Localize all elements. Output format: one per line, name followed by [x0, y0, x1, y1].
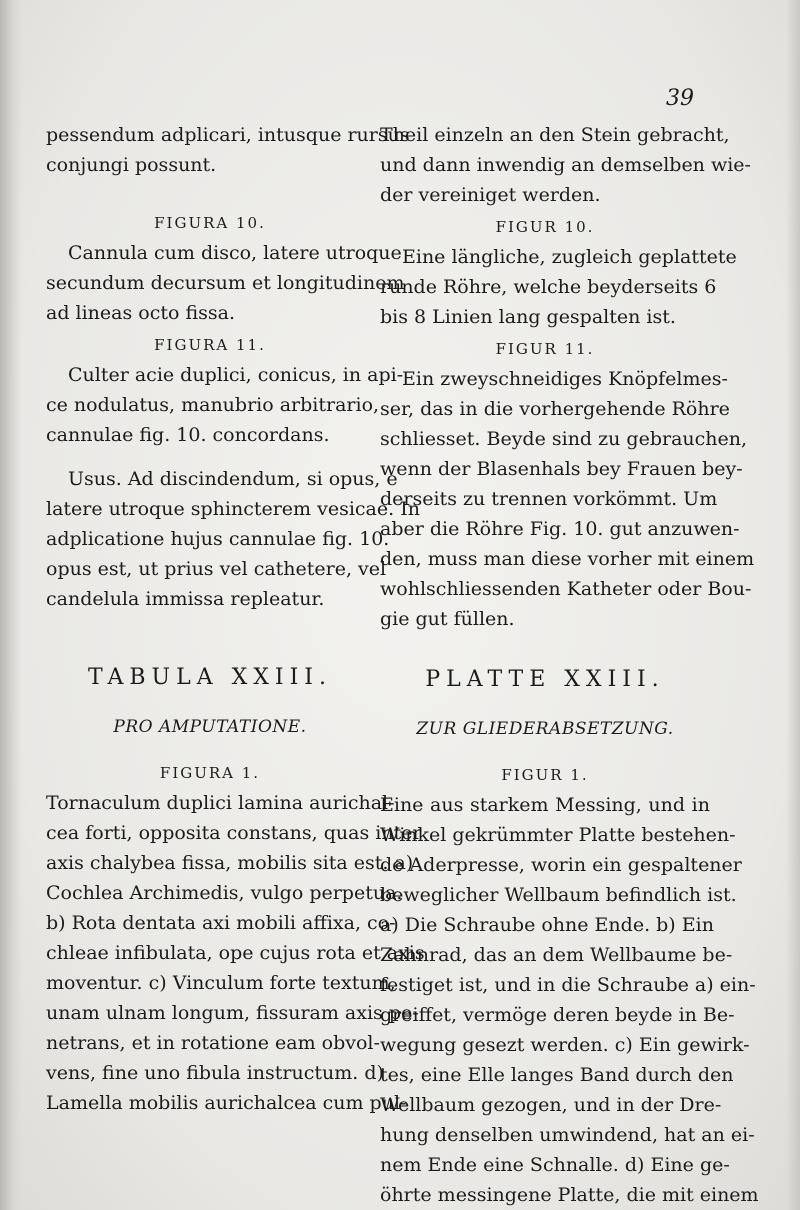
page-edge-shadow	[786, 0, 800, 1210]
text-line: unam ulnam longum, fissuram axis pe-	[46, 1002, 419, 1024]
text-line: cannulae fig. 10. concordans.	[46, 424, 330, 446]
text-line: Theil einzeln an den Stein gebracht,	[380, 124, 730, 146]
text-line: greiffet, vermöge deren beyde in Be-	[380, 1004, 735, 1026]
figure-heading: FIGURA 11.	[154, 336, 266, 354]
text-line: de Aderpresse, worin ein gespaltener	[380, 854, 742, 876]
text-line: ser, das in die vorhergehende Röhre	[380, 398, 730, 420]
page-number: 39	[666, 86, 694, 111]
text-line: bis 8 Linien lang gespalten ist.	[380, 306, 676, 328]
text-line: wegung gesezt werden. c) Ein gewirk-	[380, 1034, 750, 1056]
german-column	[380, 120, 759, 1210]
text-line: b) Rota dentata axi mobili affixa, co-	[46, 912, 396, 934]
text-line: Eine längliche, zugleich geplattete	[402, 246, 737, 268]
text-line: cea forti, opposita constans, quas inter	[46, 822, 422, 844]
text-line: conjungi possunt.	[46, 154, 217, 176]
text-line: runde Röhre, welche beyderseits 6	[380, 276, 717, 298]
text-line: öhrte messingene Platte, die mit einem	[380, 1184, 759, 1206]
figure-heading: FIGUR 10.	[495, 218, 595, 236]
text-line: Usus. Ad discindendum, si opus, e	[68, 468, 398, 490]
text-line: der vereiniget werden.	[380, 184, 601, 206]
text-line: Cannula cum disco, latere utroque	[68, 242, 402, 264]
text-line: pessendum adplicari, intusque rursus	[46, 124, 410, 146]
text-line: ce nodulatus, manubrio arbitrario,	[46, 394, 380, 416]
text-line: netrans, et in rotatione eam obvol-	[46, 1032, 380, 1054]
text-line: Zahnrad, das an dem Wellbaume be-	[380, 944, 733, 966]
figure-heading: FIGURA 10.	[154, 214, 266, 232]
text-line: Cochlea Archimedis, vulgo perpetua.	[46, 882, 403, 904]
text-line: Lamella mobilis aurichalcea cum pul-	[46, 1092, 407, 1114]
text-line: tes, eine Elle langes Band durch den	[380, 1064, 734, 1086]
text-line: ad lineas octo fissa.	[46, 302, 236, 324]
text-line: moventur. c) Vinculum forte textum,	[46, 972, 396, 994]
text-line: Tornaculum duplici lamina aurichal-	[46, 792, 395, 814]
text-line: Winkel gekrümmter Platte bestehen-	[380, 824, 736, 846]
text-line: Culter acie duplici, conicus, in api-	[68, 364, 404, 386]
plate-title: PLATTE XXIII.	[425, 667, 665, 692]
latin-column	[46, 120, 425, 1118]
text-line: adplicatione hujus cannulae fig. 10.	[46, 528, 390, 550]
text-line: axis chalybea fissa, mobilis sita est. a)	[46, 852, 414, 874]
text-line: candelula immissa repleatur.	[46, 588, 325, 610]
text-line: a) Die Schraube ohne Ende. b) Ein	[380, 914, 714, 936]
figure-heading: FIGUR 11.	[495, 340, 595, 358]
text-line: vens, fine uno fibula instructum. d)	[46, 1062, 384, 1084]
text-line: beweglicher Wellbaum befindlich ist.	[380, 884, 737, 906]
text-line: und dann inwendig an demselben wie-	[380, 154, 751, 176]
text-line: schliesset. Beyde sind zu gebrauchen,	[380, 428, 748, 450]
text-line: derseits zu trennen vorkömmt. Um	[380, 488, 718, 510]
text-line: den, muss man diese vorher mit einem	[380, 548, 755, 570]
page-edge-shadow	[0, 0, 22, 1210]
text-line: gie gut füllen.	[380, 608, 515, 630]
text-line: aber die Röhre Fig. 10. gut anzuwen-	[380, 518, 740, 540]
figure-heading: FIGURA 1.	[159, 764, 261, 782]
plate-subtitle: PRO AMPUTATIONE.	[113, 717, 307, 737]
text-line: secundum decursum et longitudinem	[46, 272, 405, 294]
text-line: wohlschliessenden Katheter oder Bou-	[380, 578, 752, 600]
text-line: opus est, ut prius vel cathetere, vel	[46, 558, 387, 580]
text-line: nem Ende eine Schnalle. d) Eine ge-	[380, 1154, 730, 1176]
text-line: Wellbaum gezogen, und in der Dre-	[380, 1094, 722, 1116]
text-line: Ein zweyschneidiges Knöpfelmes-	[402, 368, 728, 390]
text-line: chleae infibulata, ope cujus rota et axis	[46, 942, 425, 964]
text-line: Eine aus starkem Messing, und in	[380, 794, 710, 816]
figure-heading: FIGUR 1.	[501, 766, 589, 784]
plate-title: TABULA XXIII.	[88, 665, 332, 690]
text-line: wenn der Blasenhals bey Frauen bey-	[380, 458, 743, 480]
text-line: hung denselben umwindend, hat an ei-	[380, 1124, 755, 1146]
text-line: festiget ist, und in die Schraube a) ein-	[380, 974, 756, 996]
plate-subtitle: ZUR GLIEDERABSETZUNG.	[416, 719, 674, 739]
text-line: latere utroque sphincterem vesicae. In	[46, 498, 420, 520]
